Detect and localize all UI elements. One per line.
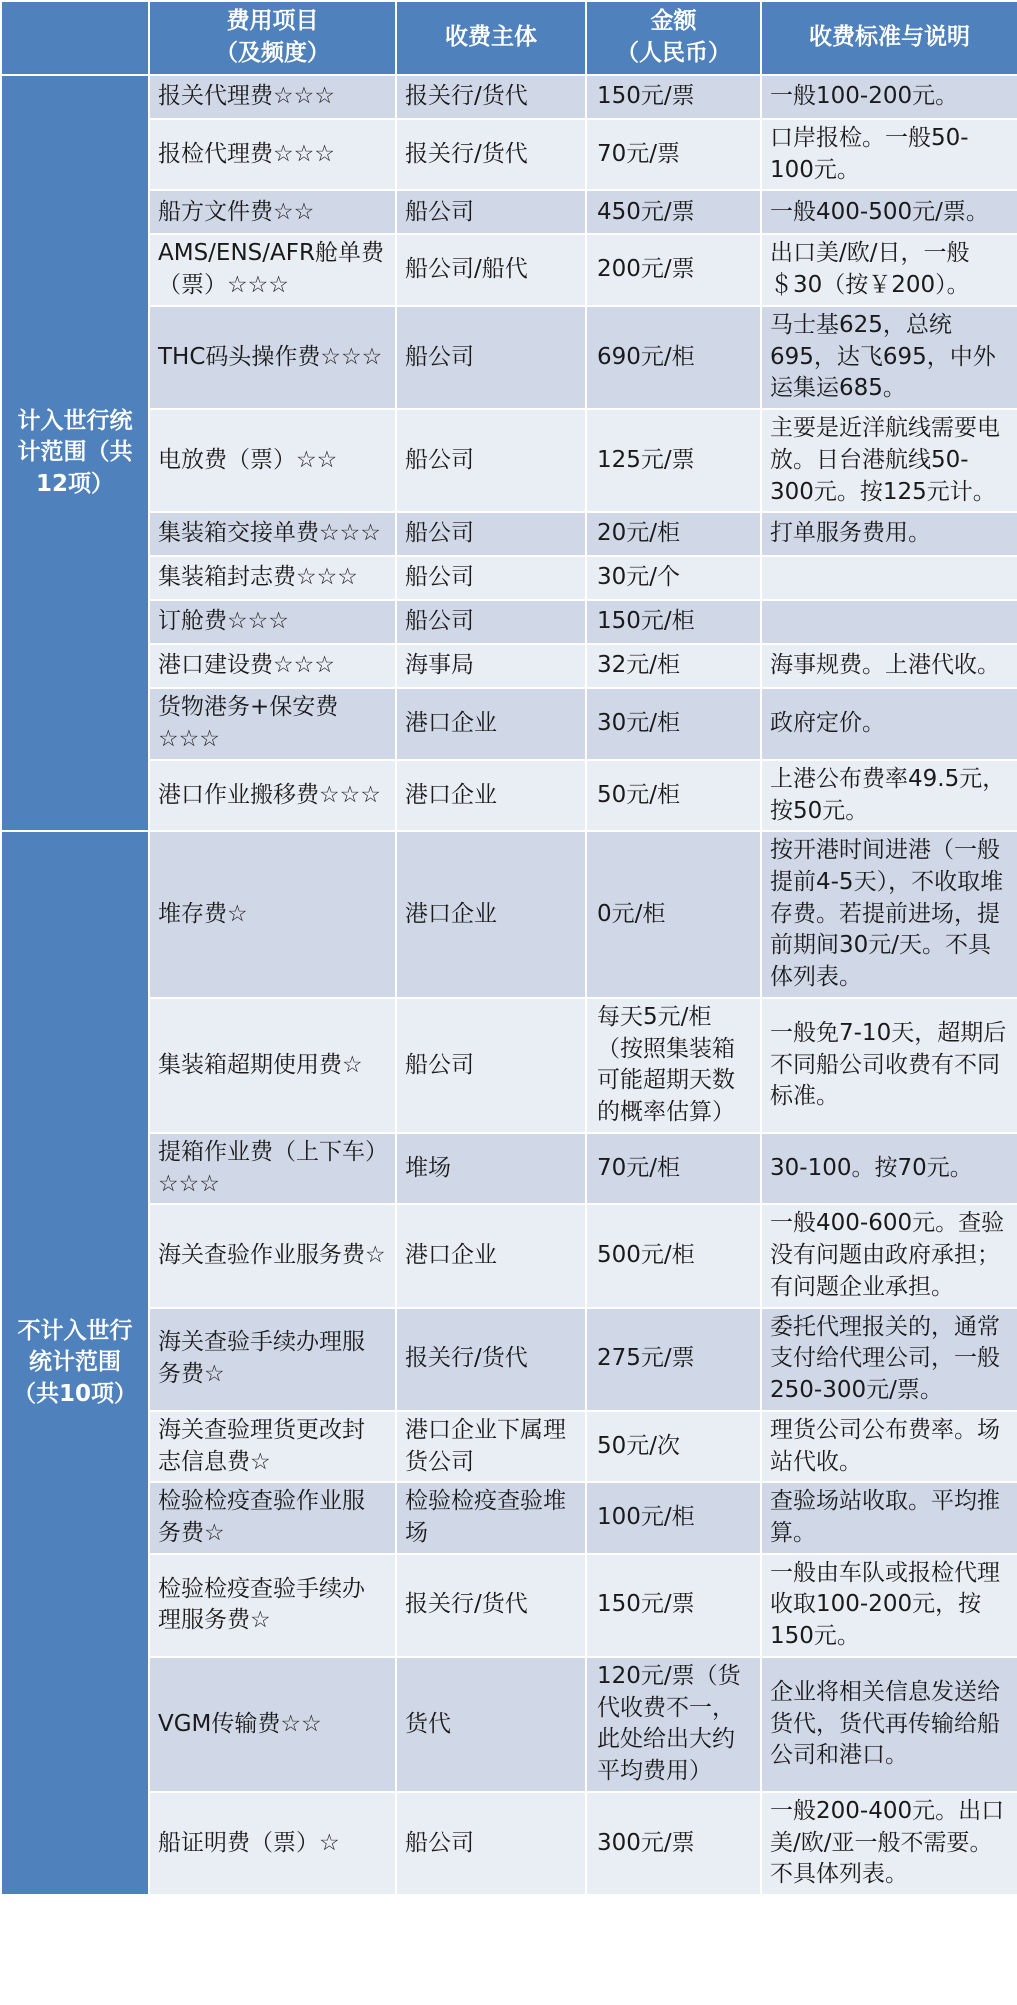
table-row xyxy=(1,600,1017,644)
item-cell: 提箱作业费（上下车）☆☆☆ xyxy=(149,1133,396,1204)
note-cell: 打单服务费用。 xyxy=(761,512,1017,556)
amount-cell: 30元/个 xyxy=(586,556,761,600)
payee-cell: 船公司/船代 xyxy=(396,234,586,305)
payee-cell: 报关行/货代 xyxy=(396,1308,586,1411)
amount-cell: 300元/票 xyxy=(586,1792,761,1895)
item-cell: 港口建设费☆☆☆ xyxy=(149,644,396,688)
note-cell: 一般100-200元。 xyxy=(761,75,1017,119)
note-cell: 按开港时间进港（一般提前4-5天），不收取堆存费。若提前进场，提前期间30元/天。不具体列表。 xyxy=(761,831,1017,998)
table-row xyxy=(1,831,1017,998)
payee-cell: 船公司 xyxy=(396,600,586,644)
payee-cell: 船公司 xyxy=(396,190,586,234)
note-cell: 马士基625，总统695，达飞695，中外运集运685。 xyxy=(761,306,1017,409)
group-label: 计入世行统计范围（共12项） xyxy=(1,75,149,831)
payee-cell: 港口企业下属理货公司 xyxy=(396,1411,586,1482)
note-cell: 一般免7-10天，超期后不同船公司收费有不同标准。 xyxy=(761,998,1017,1133)
table-row xyxy=(1,644,1017,688)
payee-cell: 货代 xyxy=(396,1657,586,1792)
amount-cell: 275元/票 xyxy=(586,1308,761,1411)
amount-cell: 120元/票（货代收费不一，此处给出大约平均费用） xyxy=(586,1657,761,1792)
amount-cell: 0元/柜 xyxy=(586,831,761,998)
table-row xyxy=(1,1133,1017,1204)
payee-cell: 报关行/货代 xyxy=(396,75,586,119)
table-row xyxy=(1,556,1017,600)
item-cell: 堆存费☆ xyxy=(149,831,396,998)
table-row xyxy=(1,1482,1017,1553)
amount-cell: 200元/票 xyxy=(586,234,761,305)
header-amount xyxy=(586,1,761,75)
payee-cell: 海事局 xyxy=(396,644,586,688)
amount-cell: 70元/票 xyxy=(586,119,761,190)
amount-cell: 500元/柜 xyxy=(586,1204,761,1307)
note-cell: 海事规费。上港代收。 xyxy=(761,644,1017,688)
item-cell: 电放费（票）☆☆ xyxy=(149,409,396,512)
header-amount-line1: 金额 xyxy=(650,8,697,35)
table-row xyxy=(1,760,1017,831)
note-cell: 政府定价。 xyxy=(761,688,1017,759)
item-cell: VGM传输费☆☆ xyxy=(149,1657,396,1792)
payee-cell: 船公司 xyxy=(396,1792,586,1895)
amount-cell: 125元/票 xyxy=(586,409,761,512)
table-row xyxy=(1,998,1017,1133)
item-cell: 报检代理费☆☆☆ xyxy=(149,119,396,190)
amount-cell: 100元/柜 xyxy=(586,1482,761,1553)
payee-cell: 港口企业 xyxy=(396,688,586,759)
item-cell: 检验检疫查验手续办理服务费☆ xyxy=(149,1554,396,1657)
note-cell: 一般400-500元/票。 xyxy=(761,190,1017,234)
header-item-line1: 费用项目 xyxy=(226,8,319,35)
item-cell: AMS/ENS/AFR舱单费（票）☆☆☆ xyxy=(149,234,396,305)
payee-cell: 船公司 xyxy=(396,409,586,512)
note-cell: 上港公布费率49.5元，按50元。 xyxy=(761,760,1017,831)
note-cell: 口岸报检。一般50-100元。 xyxy=(761,119,1017,190)
amount-cell: 690元/柜 xyxy=(586,306,761,409)
note-cell: 一般400-600元。查验没有问题由政府承担；有问题企业承担。 xyxy=(761,1204,1017,1307)
note-cell: 查验场站收取。平均推算。 xyxy=(761,1482,1017,1553)
payee-cell: 报关行/货代 xyxy=(396,119,586,190)
note-cell: 主要是近洋航线需要电放。日台港航线50-300元。按125元计。 xyxy=(761,409,1017,512)
item-cell: 报关代理费☆☆☆ xyxy=(149,75,396,119)
item-cell: 海关查验作业服务费☆ xyxy=(149,1204,396,1307)
payee-cell: 船公司 xyxy=(396,512,586,556)
payee-cell: 检验检疫查验堆场 xyxy=(396,1482,586,1553)
payee-cell: 港口企业 xyxy=(396,831,586,998)
header-corner xyxy=(1,1,149,75)
item-cell: 集装箱封志费☆☆☆ xyxy=(149,556,396,600)
table-row xyxy=(1,688,1017,759)
item-cell: 集装箱超期使用费☆ xyxy=(149,998,396,1133)
table-row xyxy=(1,409,1017,512)
table-row xyxy=(1,190,1017,234)
amount-cell: 每天5元/柜（按照集装箱可能超期天数的概率估算） xyxy=(586,998,761,1133)
payee-cell: 报关行/货代 xyxy=(396,1554,586,1657)
table-row xyxy=(1,306,1017,409)
note-cell xyxy=(761,556,1017,600)
table-row xyxy=(1,1554,1017,1657)
table-row xyxy=(1,75,1017,119)
note-cell: 委托代理报关的，通常支付给代理公司，一般250-300元/票。 xyxy=(761,1308,1017,1411)
item-cell: THC码头操作费☆☆☆ xyxy=(149,306,396,409)
group-label: 不计入世行统计范围（共10项） xyxy=(1,831,149,1895)
table-row xyxy=(1,1204,1017,1307)
amount-cell: 450元/票 xyxy=(586,190,761,234)
note-cell xyxy=(761,600,1017,644)
amount-cell: 30元/柜 xyxy=(586,688,761,759)
amount-cell: 20元/柜 xyxy=(586,512,761,556)
amount-cell: 70元/柜 xyxy=(586,1133,761,1204)
note-cell: 一般200-400元。出口美/欧/亚一般不需要。不具体列表。 xyxy=(761,1792,1017,1895)
table-row xyxy=(1,1792,1017,1895)
amount-cell: 50元/次 xyxy=(586,1411,761,1482)
item-cell: 船证明费（票）☆ xyxy=(149,1792,396,1895)
item-cell: 集装箱交接单费☆☆☆ xyxy=(149,512,396,556)
amount-cell: 150元/柜 xyxy=(586,600,761,644)
payee-cell: 堆场 xyxy=(396,1133,586,1204)
note-cell: 30-100。按70元。 xyxy=(761,1133,1017,1204)
table-row xyxy=(1,119,1017,190)
item-cell: 海关查验手续办理服务费☆ xyxy=(149,1308,396,1411)
item-cell: 港口作业搬移费☆☆☆ xyxy=(149,760,396,831)
note-cell: 出口美/欧/日，一般＄30（按￥200）。 xyxy=(761,234,1017,305)
header-row xyxy=(1,1,1017,75)
item-cell: 船方文件费☆☆ xyxy=(149,190,396,234)
amount-cell: 150元/票 xyxy=(586,1554,761,1657)
table-row xyxy=(1,1657,1017,1792)
payee-cell: 港口企业 xyxy=(396,760,586,831)
table-row xyxy=(1,234,1017,305)
table-row xyxy=(1,1411,1017,1482)
item-cell: 海关查验理货更改封志信息费☆ xyxy=(149,1411,396,1482)
header-item xyxy=(149,1,396,75)
table-row xyxy=(1,512,1017,556)
payee-cell: 港口企业 xyxy=(396,1204,586,1307)
amount-cell: 150元/票 xyxy=(586,75,761,119)
amount-cell: 50元/柜 xyxy=(586,760,761,831)
amount-cell: 32元/柜 xyxy=(586,644,761,688)
item-cell: 货物港务+保安费☆☆☆ xyxy=(149,688,396,759)
header-amount-line2: （人民币） xyxy=(616,40,731,66)
header-standard: 收费标准与说明 xyxy=(761,1,1017,75)
note-cell: 理货公司公布费率。场站代收。 xyxy=(761,1411,1017,1482)
note-cell: 一般由车队或报检代理收取100-200元，按150元。 xyxy=(761,1554,1017,1657)
item-cell: 订舱费☆☆☆ xyxy=(149,600,396,644)
fee-table-body xyxy=(1,75,1017,1895)
header-item-line2: （及频度） xyxy=(215,40,330,66)
header-payee: 收费主体 xyxy=(396,1,586,75)
item-cell: 检验检疫查验作业服务费☆ xyxy=(149,1482,396,1553)
payee-cell: 船公司 xyxy=(396,556,586,600)
payee-cell: 船公司 xyxy=(396,998,586,1133)
payee-cell: 船公司 xyxy=(396,306,586,409)
table-row xyxy=(1,1308,1017,1411)
note-cell: 企业将相关信息发送给货代，货代再传输给船公司和港口。 xyxy=(761,1657,1017,1792)
